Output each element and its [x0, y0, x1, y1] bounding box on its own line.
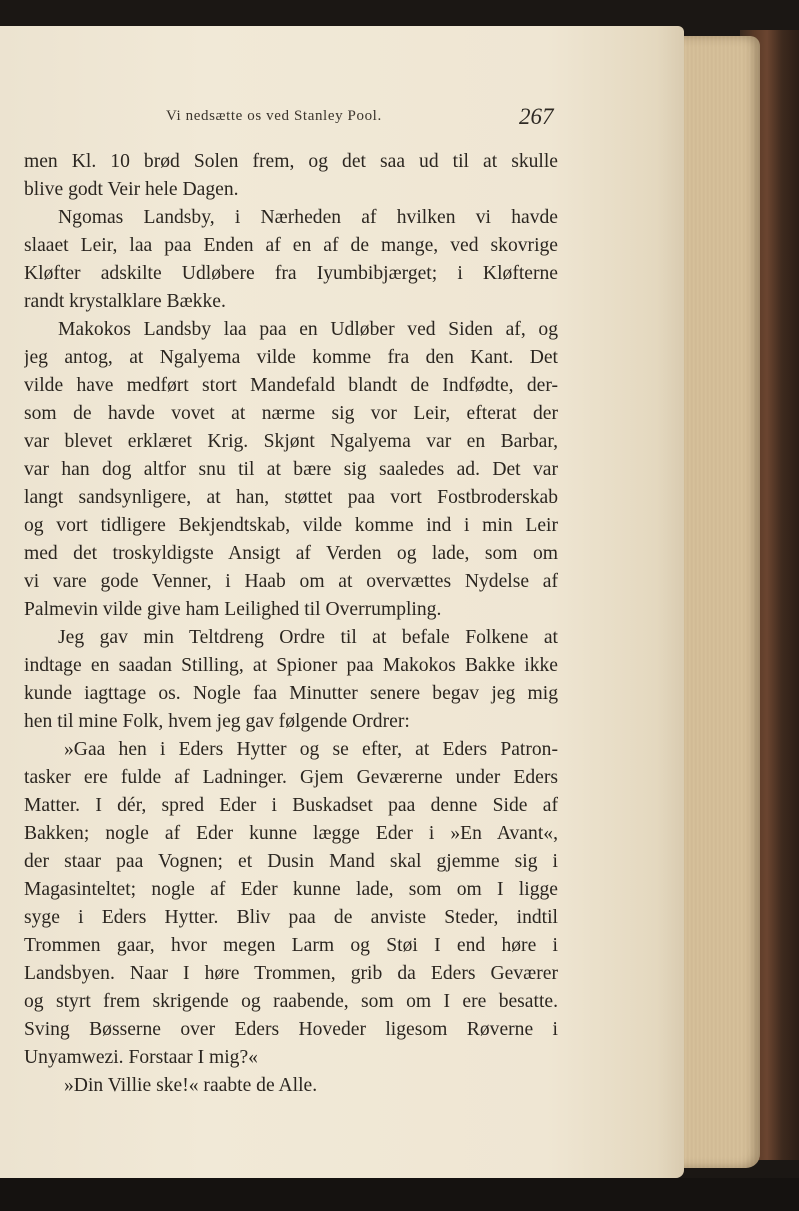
text-line: og vort tidligere Bekjendtskab, vilde komme ind i min Leir: [24, 515, 558, 536]
text-line: og styrt frem skrigende og raabende, som om I ere besatte.: [24, 991, 558, 1012]
body-text: [24, 148, 558, 1100]
paragraph-start-line: Jeg gav min Teltdreng Ordre til at befale Folkene at: [58, 627, 558, 648]
page-number: 267: [519, 104, 554, 129]
text-line: Sving Bøsserne over Eders Hoveder ligesom Røverne i: [24, 1019, 558, 1040]
text-line: indtage en saadan Stilling, at Spioner paa Makokos Bakke ikke: [24, 655, 558, 676]
text-line: som de havde vovet at nærme sig vor Leir, efterat der: [24, 403, 558, 424]
text-line: Unyamwezi. Forstaar I mig?«: [24, 1047, 258, 1068]
background-bottom: [0, 1178, 799, 1211]
text-line: Trommen gaar, hvor megen Larm og Støi I end høre i: [24, 935, 558, 956]
page-edges: [672, 36, 760, 1168]
text-line: vi vare gode Venner, i Haab om at overvættes Nydelse af: [24, 571, 558, 592]
text-line: Landsbyen. Naar I høre Trommen, grib da Eders Geværer: [24, 963, 558, 984]
paragraph-start-line: »Gaa hen i Eders Hytter og se efter, at Eders Patron-: [64, 739, 558, 760]
text-line: Bakken; nogle af Eder kunne lægge Eder i »En Avant«,: [24, 823, 558, 844]
paragraph-start-line: Makokos Landsby laa paa en Udløber ved Siden af, og: [58, 319, 558, 340]
text-line: men Kl. 10 brød Solen frem, og det saa ud til at skulle: [24, 151, 558, 172]
text-line: Magasinteltet; nogle af Eder kunne lade, som om I ligge: [24, 879, 558, 900]
text-line: Palmevin vilde give ham Leilighed til Overrumpling.: [24, 599, 442, 620]
text-line: blive godt Veir hele Dagen.: [24, 179, 239, 200]
text-line: jeg antog, at Ngalyema vilde komme fra den Kant. Det: [24, 347, 558, 368]
text-line: tasker ere fulde af Ladninger. Gjem Geværerne under Eders: [24, 767, 558, 788]
text-line: Matter. I dér, spred Eder i Buskadset paa denne Side af: [24, 795, 558, 816]
text-line: kunde iagttage os. Nogle faa Minutter senere begav jeg mig: [24, 683, 558, 704]
running-head: Vi nedsætte os ved Stanley Pool.: [166, 108, 382, 124]
page-header: [0, 104, 684, 134]
paragraph-start-line: Ngomas Landsby, i Nærheden af hvilken vi havde: [58, 207, 558, 228]
text-line: med det troskyldigste Ansigt af Verden og lade, som om: [24, 543, 558, 564]
text-line: Kløfter adskilte Udløbere fra Iyumbibjærget; i Kløfterne: [24, 263, 558, 284]
text-line: var blevet erklæret Krig. Skjønt Ngalyema var en Barbar,: [24, 431, 558, 452]
text-line: vilde have medført stort Mandefald blandt de Indfødte, der-: [24, 375, 558, 396]
text-line: randt krystalklare Bække.: [24, 291, 226, 312]
text-line: syge i Eders Hytter. Bliv paa de anviste Steder, indtil: [24, 907, 558, 928]
text-line: der staar paa Vognen; et Dusin Mand skal gjemme sig i: [24, 851, 558, 872]
text-line: slaaet Leir, laa paa Enden af en af de mange, ved skovrige: [24, 235, 558, 256]
text-line: var han dog altfor snu til at bære sig saaledes ad. Det var: [24, 459, 558, 480]
paragraph-start-line: »Din Villie ske!« raabte de Alle.: [64, 1075, 318, 1096]
text-line: langt sandsynligere, at han, støttet paa vort Fostbroderskab: [24, 487, 558, 508]
text-line: hen til mine Folk, hvem jeg gav følgende Ordrer:: [24, 711, 410, 732]
